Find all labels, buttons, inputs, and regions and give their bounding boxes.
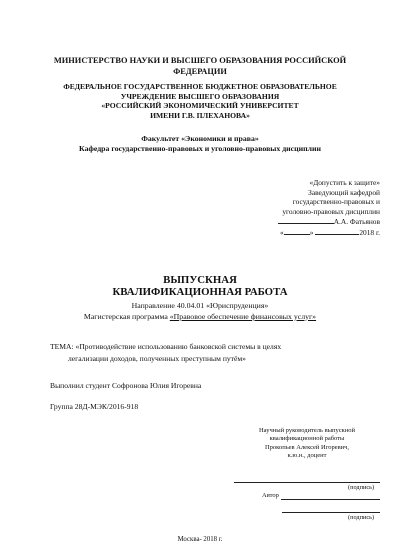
approval-signer: А.А. Фатьянов <box>333 217 380 227</box>
day-blank <box>284 227 310 235</box>
supervisor-line-3: Прокопьев Алексей Игоревич, <box>264 443 350 451</box>
footer-city-year: Москва- 2018 г. <box>177 536 223 543</box>
title-line-1: ВЫПУСКНАЯ <box>163 274 237 286</box>
approval-line-4: уголовно-правовых дисциплин <box>282 206 380 216</box>
date-quote-close: » <box>309 227 314 237</box>
department-name: Кафедра государственно-правовых и уголовно-правовых дисциплин <box>79 144 321 153</box>
theme-block <box>50 341 370 365</box>
work-title <box>0 274 400 299</box>
university-line-3: «РОССИЙСКИЙ ЭКОНОМИЧЕСКИЙ УНИВЕРСИТЕТ <box>101 101 299 111</box>
direction-line: Направление 40.04.01 «Юриспруденция» <box>131 301 269 310</box>
author-signature-line-2 <box>282 512 380 513</box>
ministry-line-2: ФЕДЕРАЦИИ <box>173 67 227 76</box>
student-line: Выполнил студент Софронова Юлия Игоревна <box>50 381 202 390</box>
faculty-block <box>0 134 400 154</box>
faculty-name: Факультет «Экономики и права» <box>141 134 259 143</box>
university-line-4: ИМЕНИ Г.В. ПЛЕХАНОВА» <box>150 110 250 120</box>
supervisor-line-4: к.ю.н., доцент <box>287 452 327 460</box>
approval-line-2: Заведующий кафедрой <box>308 187 380 197</box>
direction-block <box>0 301 400 322</box>
supervisor-line-2: квалификационной работы <box>269 435 345 443</box>
supervisor-line-1: Научный руководитель выпускной <box>258 427 356 434</box>
approval-year: 2018 г. <box>359 227 380 237</box>
group-line: Группа 28Д-МЭК/2016-918 <box>50 402 139 411</box>
university-line-2: УЧРЕЖДЕНИЕ ВЫСШЕГО ОБРАЗОВАНИЯ <box>120 91 280 101</box>
theme-line-2: легализации доходов, полученных преступным путём» <box>68 354 246 363</box>
author-signature-line <box>281 499 380 500</box>
title-line-2: КВАЛИФИКАЦИОННАЯ РАБОТА <box>112 286 288 299</box>
author-signature-label: (подпись) <box>348 514 375 521</box>
program-line <box>0 312 400 323</box>
ministry-header <box>0 55 400 77</box>
university-header <box>0 82 400 120</box>
date-quote-open: « <box>280 227 284 237</box>
supervisor-block <box>232 427 382 461</box>
ministry-line-1: МИНИСТЕРСТВО НАУКИ И ВЫСШЕГО ОБРАЗОВАНИЯ РОССИЙСКОЙ <box>53 56 347 65</box>
approval-date-line <box>250 227 380 238</box>
program-name: «Правовое обеспечение финансовых услуг» <box>169 311 317 321</box>
author-label: Автор <box>262 492 279 499</box>
approval-block <box>250 178 380 238</box>
university-line-1: ФЕДЕРАЛЬНОЕ ГОСУДАРСТВЕННОЕ БЮДЖЕТНОЕ ОБРАЗОВАТЕЛЬНОЕ <box>63 82 337 91</box>
approval-signature-line <box>250 216 380 227</box>
supervisor-signature-label: (подпись) <box>348 484 375 491</box>
supervisor-signature-line <box>234 482 380 483</box>
program-prefix: Магистерская программа <box>83 311 168 321</box>
theme-line-1: ТЕМА: «Противодействие использованию банковской системы в целях <box>50 342 282 351</box>
signature-blank <box>278 216 334 224</box>
approval-line-1: «Допустить к защите» <box>309 178 380 187</box>
month-blank <box>315 227 359 235</box>
approval-line-3: государственно-правовых и <box>292 197 380 207</box>
